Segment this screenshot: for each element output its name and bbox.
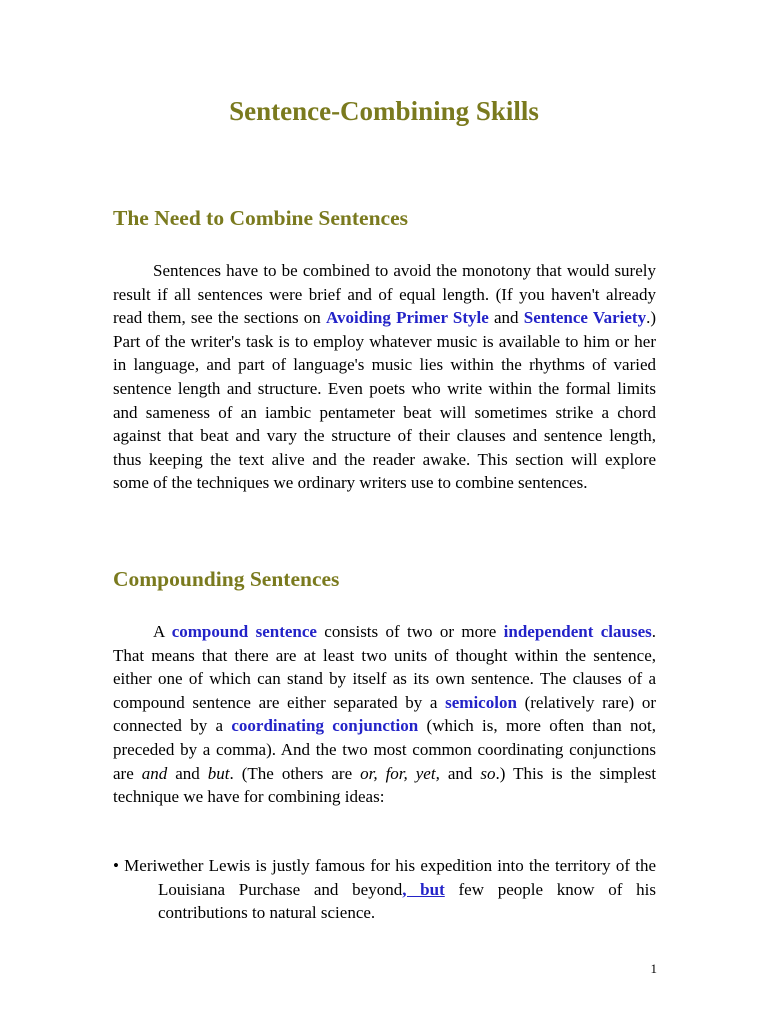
bullet-marker: • xyxy=(113,856,119,875)
paragraph-need-to-combine xyxy=(113,259,656,495)
paragraph-text: . (The others are xyxy=(229,763,361,783)
link-compound-sentence[interactable]: compound sentence xyxy=(171,622,317,641)
italic-term-but: but xyxy=(207,763,230,783)
paragraph-compounding xyxy=(113,620,656,809)
paragraph-text: . That means that there are at least two units of thought within the sentence, either one of which can stand by itself as its own sentence. The clauses of a compound sentence are either separated by a xyxy=(113,622,657,712)
link-avoiding-primer-style[interactable]: Avoiding Primer Style xyxy=(326,308,489,328)
section-heading-need-to-combine: The Need to Combine Sentences xyxy=(113,206,409,230)
paragraph-text: (which is, more often than not, preceded by a comma). And the two most common coordinating conjunctions are xyxy=(113,716,656,783)
paragraph-text: .) Part of the writer's task is to employ whatever music is available to him or her in language, and part of language's music lies within the rhythms of varied sentence length and structure. Even poets who write within the formal limits and sameness of an iambic pentameter beat will sometimes strike a chord against that beat and vary the structure of their clauses and sentence length, thus keeping the text alive and the reader awake. This section will explore some of the techniques we ordinary writers use to combine sentences. xyxy=(113,308,656,493)
page-title: Sentence-Combining Skills xyxy=(229,96,539,126)
bullet-text: Meriwether Lewis is justly famous for his expedition into the territory of the Louisiana Purchase and beyond xyxy=(118,856,656,899)
link-but[interactable]: , but xyxy=(402,879,445,899)
paragraph-text: and xyxy=(439,763,481,783)
section-heading-compounding: Compounding Sentences xyxy=(113,567,340,591)
italic-term-so: so xyxy=(480,763,496,783)
link-sentence-variety[interactable]: Sentence Variety xyxy=(523,308,647,328)
paragraph-text: consists of two or more xyxy=(316,622,504,641)
paragraph-text: and xyxy=(167,763,208,783)
link-semicolon[interactable]: semicolon xyxy=(445,692,517,712)
page-number: 1 xyxy=(650,961,657,976)
paragraph-text: and xyxy=(488,308,524,328)
italic-term-and: and xyxy=(141,763,168,783)
bullet-text: few people know of his contributions to natural science. xyxy=(158,879,657,923)
italic-term-others: or, for, yet, xyxy=(360,763,440,783)
paragraph-text: .) This is the simplest technique we have for combining ideas: xyxy=(113,763,657,807)
bullet-example-lewis xyxy=(113,854,656,925)
paragraph-text: A xyxy=(153,622,172,641)
paragraph-text: (relatively rare) or connected by a xyxy=(113,692,657,736)
link-coordinating-conjunction[interactable]: coordinating conjunction xyxy=(231,716,419,736)
paragraph-text: Sentences have to be combined to avoid the monotony that would surely result if all sentences were brief and of equal length. (If you haven't already read them, see the sections on xyxy=(113,261,656,328)
link-independent-clauses[interactable]: independent clauses xyxy=(503,622,652,641)
